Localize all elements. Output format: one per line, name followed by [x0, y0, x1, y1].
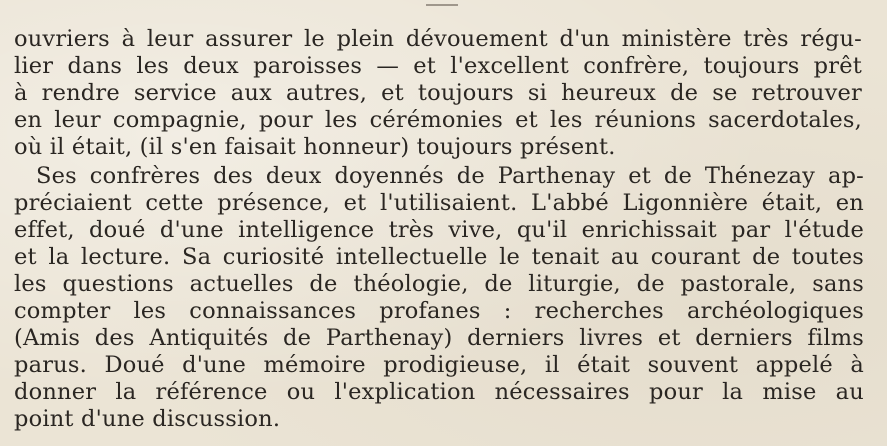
text-line: préciaient cette présence, et l'utilisaient. L'abbé Ligonnière était, en	[14, 190, 864, 216]
text-line: Ses confrères des deux doyennés de Parthenay et de Thénezay ap-	[36, 163, 864, 189]
text-line: effet, doué d'une intelligence très vive, qu'il enrichissait par l'étude	[14, 217, 864, 243]
text-line: (Amis des Antiquités de Parthenay) derniers livres et derniers films	[14, 325, 864, 351]
text-line: les questions actuelles de théologie, de liturgie, de pastorale, sans	[14, 271, 864, 297]
text-line: compter les connaissances profanes : recherches archéologiques	[14, 298, 864, 324]
text-line: où il était, (il s'en faisait honneur) toujours présent.	[14, 134, 616, 160]
text-line: donner la référence ou l'explication nécessaires pour la mise au	[14, 379, 864, 405]
text-line: point d'une discussion.	[14, 406, 281, 432]
text-line: à rendre service aux autres, et toujours si heureux de se retrouver	[14, 80, 862, 106]
text-line: en leur compagnie, pour les cérémonies et les réunions sacerdotales,	[14, 107, 862, 133]
text-line: et la lecture. Sa curiosité intellectuelle le tenait au courant de toutes	[14, 244, 864, 270]
cropped-page-number-mark	[426, 0, 458, 6]
cropped-header	[0, 0, 887, 12]
text-line: lier dans les deux paroisses — et l'excellent confrère, toujours prêt	[14, 53, 862, 79]
text-line: parus. Doué d'une mémoire prodigieuse, il était souvent appelé à	[14, 352, 864, 378]
text-line: ouvriers à leur assurer le plein dévouement d'un ministère très régu-	[14, 26, 862, 52]
